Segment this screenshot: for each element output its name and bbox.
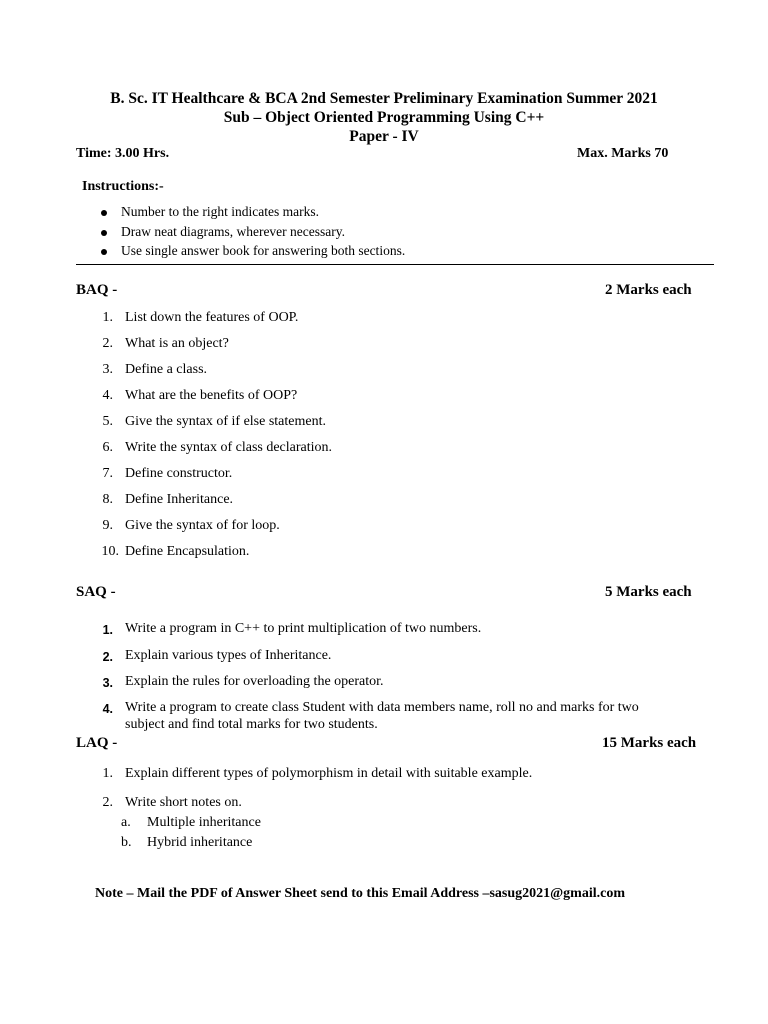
question-text: Write the syntax of class declaration. [125,440,333,455]
question-text: Define constructor. [125,466,233,481]
question-number: 2. [102,795,113,810]
question-number: 10. [101,544,119,559]
subitem-text: Hybrid inheritance [147,835,253,850]
bullet-icon [101,210,107,216]
time-label: Time: 3.00 Hrs. [76,146,170,161]
email-note: Note – Mail the PDF of Answer Sheet send to this Email Address –sasug2021@gmail.com [95,886,625,901]
subitem-text: Multiple inheritance [147,815,261,830]
paper-title: Paper - IV [349,128,419,145]
divider [76,264,714,265]
saq-marks: 5 Marks each [605,584,692,600]
question-text: Explain various types of Inheritance. [125,648,332,663]
question-number: 1. [102,766,113,781]
question-number: 1. [102,310,113,325]
question-text: Write a program to create class Student with data members name, roll no and marks for two [125,700,639,715]
max-marks-label: Max. Marks 70 [577,146,669,161]
exam-title: B. Sc. IT Healthcare & BCA 2nd Semester Preliminary Examination Summer 2021 [110,90,658,107]
question-number: 7. [102,466,113,481]
question-text: Write a program in C++ to print multiplication of two numbers. [125,621,482,636]
question-text: List down the features of OOP. [125,310,299,325]
baq-marks: 2 Marks each [605,282,692,298]
bullet-icon [101,249,107,255]
question-number: 3. [102,676,113,690]
bullet-icon [101,230,107,236]
laq-marks: 15 Marks each [602,735,697,751]
laq-title: LAQ - [76,735,118,751]
question-text: Give the syntax of if else statement. [125,414,326,429]
subitem-label: b. [121,835,132,850]
question-text-continued: subject and find total marks for two students. [125,717,378,732]
question-number: 2. [102,650,113,664]
question-text: Define a class. [125,362,208,377]
subitem-label: a. [121,815,131,830]
question-number: 2. [102,336,113,351]
question-text: Write short notes on. [125,795,242,810]
question-number: 6. [102,440,113,455]
instruction-item: Draw neat diagrams, wherever necessary. [121,224,346,239]
instruction-item: Use single answer book for answering both sections. [121,243,406,258]
question-number: 9. [102,518,113,533]
baq-title: BAQ - [76,282,118,298]
question-number: 1. [102,623,113,637]
instructions-title: Instructions:- [82,179,164,194]
question-text: Define Encapsulation. [125,544,250,559]
question-text: What are the benefits of OOP? [125,388,298,403]
question-number: 8. [102,492,113,507]
question-number: 4. [102,388,113,403]
question-number: 5. [102,414,113,429]
question-text: Give the syntax of for loop. [125,518,280,533]
question-text: Define Inheritance. [125,492,234,507]
question-number: 3. [102,362,113,377]
question-text: Explain the rules for overloading the operator. [125,674,384,689]
saq-title: SAQ - [76,584,116,600]
question-number: 4. [102,702,113,716]
instruction-item: Number to the right indicates marks. [121,204,319,219]
subject-title: Sub – Object Oriented Programming Using C++ [223,109,545,126]
question-text: Explain different types of polymorphism in detail with suitable example. [125,766,533,781]
question-text: What is an object? [125,336,229,351]
